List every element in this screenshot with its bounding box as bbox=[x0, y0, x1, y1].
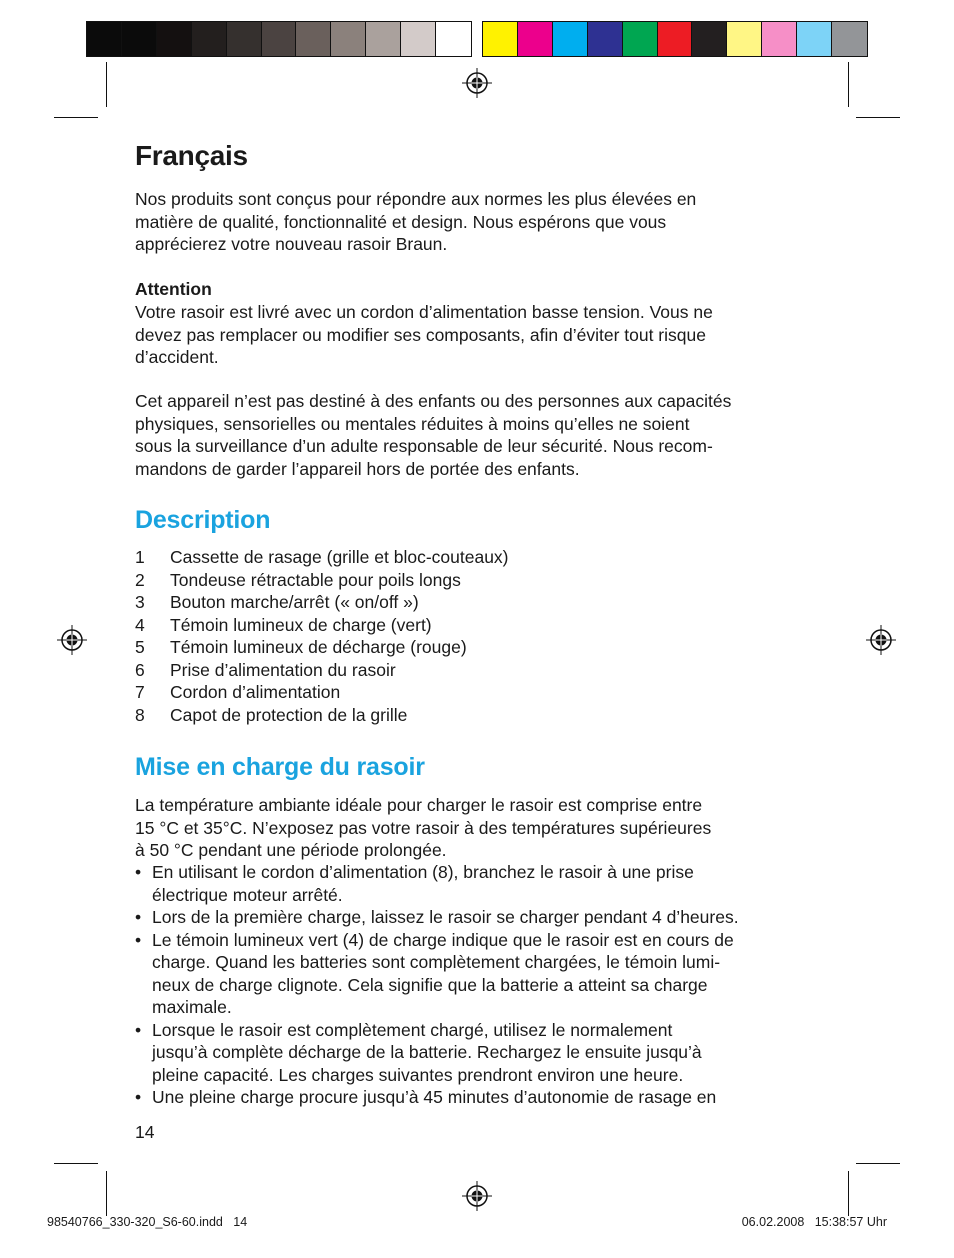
description-item-number: 8 bbox=[135, 704, 145, 725]
description-item bbox=[135, 614, 509, 637]
charge-bullet-list bbox=[135, 861, 825, 1109]
crop-mark bbox=[856, 117, 900, 118]
color-swatch bbox=[797, 22, 832, 56]
color-swatch bbox=[262, 22, 297, 56]
color-swatch bbox=[553, 22, 588, 56]
description-heading: Description bbox=[135, 506, 271, 534]
charge-bullet-text: Le témoin lumineux vert (4) de charge indique que le rasoir est en cours de charge. Quand les batteries sont complètement chargées, le témoin lumi- neux de charge clignote. Cela signifie que la batterie a atteint sa charge maximale. bbox=[152, 929, 734, 1017]
charge-heading: Mise en charge du rasoir bbox=[135, 753, 425, 781]
color-swatch bbox=[401, 22, 436, 56]
color-swatch bbox=[588, 22, 623, 56]
crop-mark bbox=[848, 1171, 849, 1216]
description-item-text: Capot de protection de la grille bbox=[170, 704, 408, 725]
color-swatch bbox=[436, 22, 471, 56]
bullet-icon: • bbox=[135, 1087, 142, 1107]
color-swatch bbox=[192, 22, 227, 56]
color-swatch bbox=[692, 22, 727, 56]
description-item bbox=[135, 636, 509, 659]
charge-bullet-text: En utilisant le cordon d’alimentation (8), branchez le rasoir à une prise électrique moteur arrêté. bbox=[152, 862, 694, 905]
color-swatch bbox=[518, 22, 553, 56]
color-swatch bbox=[157, 22, 192, 56]
bullet-icon: • bbox=[135, 862, 142, 882]
children-warning-paragraph: Cet appareil n’est pas destiné à des enfants ou des personnes aux capacités physiques, sensorielles ou mentales réduites à moins qu’elles ne soient sous la surveillance d’un adulte responsable de leur sécurité. Nous recom- mandons de garder l’appareil hors de portée des enfants. bbox=[135, 391, 732, 479]
charge-intro-paragraph: La température ambiante idéale pour charger le rasoir est comprise entre 15 °C et 35°C. N’exposez pas votre rasoir à des températures supérieures à 50 °C pendant une période prolongée. bbox=[135, 795, 712, 860]
description-item-text: Cassette de rasage (grille et bloc-couteaux) bbox=[170, 547, 509, 567]
description-item-number: 5 bbox=[135, 637, 145, 657]
crop-mark bbox=[856, 1163, 900, 1164]
registration-target-icon bbox=[866, 625, 896, 655]
description-item-number: 4 bbox=[135, 614, 145, 635]
charge-bullet-item bbox=[135, 861, 825, 906]
color-swatch bbox=[122, 22, 157, 56]
description-item-number: 3 bbox=[135, 592, 145, 612]
crop-mark bbox=[848, 62, 849, 107]
footer-filename: 98540766_330-320_S6-60.indd 14 bbox=[47, 1215, 248, 1229]
charge-bullet-item bbox=[135, 1019, 825, 1087]
bullet-icon: • bbox=[135, 907, 142, 927]
color-swatch bbox=[483, 22, 518, 56]
charge-bullet-item bbox=[135, 929, 825, 1019]
color-swatch bbox=[623, 22, 658, 56]
description-item-text: Cordon d’alimentation bbox=[170, 682, 341, 702]
intro-paragraph: Nos produits sont conçus pour répondre aux normes les plus élevées en matière de qualité, fonctionnalité et design. Nous espérons que vous apprécierez votre nouveau rasoir Braun. bbox=[135, 189, 697, 254]
color-swatch bbox=[832, 22, 867, 56]
bullet-icon: • bbox=[135, 1019, 142, 1040]
description-item-text: Témoin lumineux de charge (vert) bbox=[170, 614, 432, 635]
color-swatch bbox=[727, 22, 762, 56]
page-title: Français bbox=[135, 140, 248, 171]
gray-color-bar bbox=[86, 21, 472, 57]
footer-timestamp: 06.02.2008 15:38:57 Uhr bbox=[741, 1215, 887, 1229]
description-item-text: Prise d’alimentation du rasoir bbox=[170, 659, 396, 680]
registration-target-icon bbox=[462, 1181, 492, 1211]
description-item-number: 2 bbox=[135, 569, 145, 590]
charge-bullet-text: Une pleine charge procure jusqu’à 45 minutes d’autonomie de rasage en bbox=[152, 1087, 717, 1107]
crop-mark bbox=[54, 1163, 98, 1164]
crop-mark bbox=[106, 1171, 107, 1216]
charge-bullet-item bbox=[135, 906, 825, 929]
attention-heading: Attention bbox=[135, 279, 212, 299]
color-swatch bbox=[762, 22, 797, 56]
color-swatch bbox=[331, 22, 366, 56]
color-swatch bbox=[227, 22, 262, 56]
description-item bbox=[135, 591, 509, 614]
description-item bbox=[135, 704, 509, 727]
color-swatch bbox=[366, 22, 401, 56]
description-item-number: 6 bbox=[135, 659, 145, 680]
crop-mark bbox=[54, 117, 98, 118]
registration-target-icon bbox=[462, 68, 492, 98]
description-item bbox=[135, 659, 509, 682]
description-item-number: 7 bbox=[135, 682, 145, 702]
charge-bullet-item bbox=[135, 1086, 825, 1109]
description-item-text: Tondeuse rétractable pour poils longs bbox=[170, 569, 461, 590]
charge-bullet-text: Lors de la première charge, laissez le rasoir se charger pendant 4 d’heures. bbox=[152, 907, 739, 927]
color-swatch bbox=[296, 22, 331, 56]
description-item bbox=[135, 546, 509, 569]
color-swatch bbox=[658, 22, 693, 56]
description-item-text: Bouton marche/arrêt (« on/off ») bbox=[170, 592, 419, 612]
registration-target-icon bbox=[57, 625, 87, 655]
color-swatch bbox=[87, 22, 122, 56]
attention-paragraph: Votre rasoir est livré avec un cordon d’alimentation basse tension. Vous ne devez pas remplacer ou modifier ses composants, afin d’éviter tout risque d’accident. bbox=[135, 302, 713, 367]
description-item bbox=[135, 569, 509, 592]
crop-mark bbox=[106, 62, 107, 107]
page-number: 14 bbox=[135, 1122, 155, 1142]
description-item-number: 1 bbox=[135, 547, 145, 567]
description-item bbox=[135, 681, 509, 704]
description-item-text: Témoin lumineux de décharge (rouge) bbox=[170, 637, 467, 657]
description-list bbox=[135, 546, 509, 726]
process-color-bar bbox=[482, 21, 868, 57]
charge-bullet-text: Lorsque le rasoir est complètement chargé, utilisez le normalement jusqu’à complète décharge de la batterie. Rechargez le ensuite jusqu’à pleine capacité. Les charges suivantes prendront environ une heure. bbox=[152, 1019, 702, 1085]
bullet-icon: • bbox=[135, 929, 142, 950]
